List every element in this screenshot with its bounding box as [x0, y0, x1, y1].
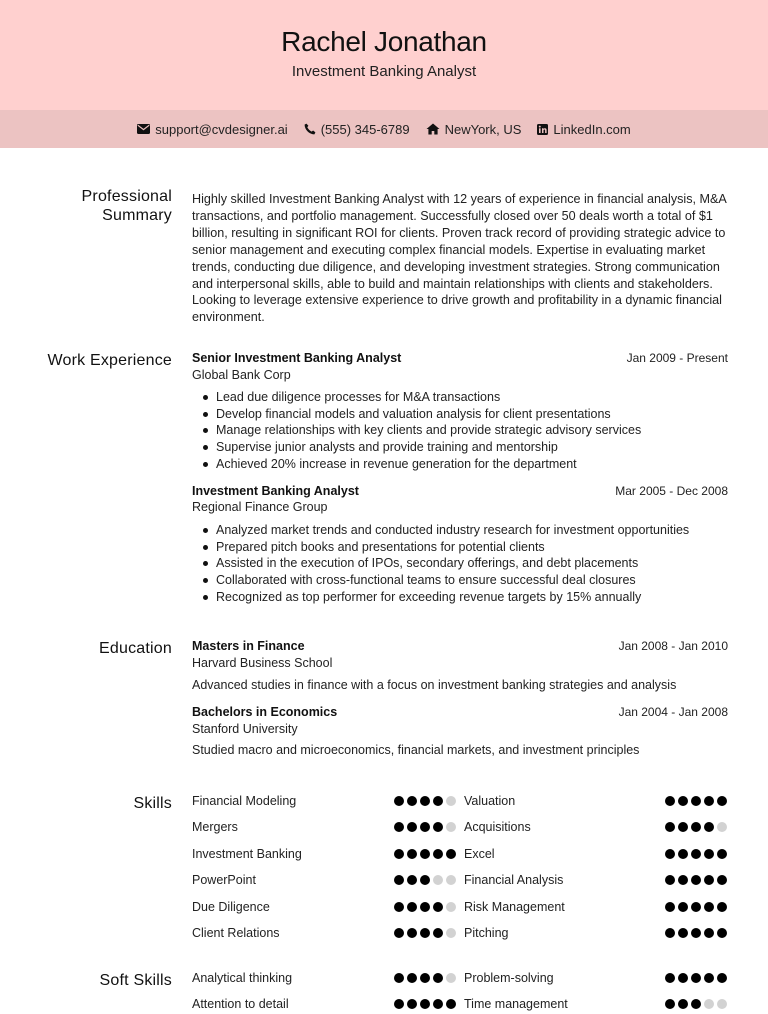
skill-rating — [394, 875, 456, 885]
rating-dot-filled — [665, 875, 675, 885]
rating-dot-filled — [420, 796, 430, 806]
envelope-icon — [137, 124, 150, 134]
contact-location-text: NewYork, US — [444, 121, 522, 137]
rating-dot-filled — [420, 849, 430, 859]
skill-name: Attention to detail — [192, 997, 289, 1012]
edu-school: Harvard Business School — [192, 656, 333, 670]
phone-icon — [304, 123, 316, 135]
rating-dot-empty — [446, 796, 456, 806]
list-item: Analyzed market trends and conducted industry research for investment opportunities — [216, 523, 690, 537]
list-item: Collaborated with cross-functional teams to ensure successful deal closures — [216, 572, 689, 589]
rating-dot-filled — [704, 822, 714, 832]
rating-dot-filled — [691, 875, 701, 885]
rating-dot-filled — [433, 999, 443, 1009]
rating-dot-filled — [394, 875, 404, 885]
rating-dot-filled — [407, 822, 417, 832]
skill-rating — [665, 875, 727, 885]
rating-dot-filled — [678, 822, 688, 832]
list-item: Manage relationships with key clients and provide strategic advisory services — [216, 423, 642, 438]
rating-dot-filled — [678, 902, 688, 912]
contact-linkedin-text: LinkedIn.com — [553, 121, 631, 137]
section-title-skills: Skills — [133, 795, 172, 812]
rating-dot-filled — [691, 973, 701, 983]
rating-dot-filled — [717, 928, 727, 938]
section-title-experience: Work Experience — [47, 352, 172, 369]
edu-dates: Jan 2004 - Jan 2008 — [618, 705, 728, 719]
job-company: Regional Finance Group — [192, 500, 328, 514]
rating-dot-filled — [394, 822, 404, 832]
list-item: Develop financial models and valuation analysis for client presentations — [216, 406, 641, 423]
list-item: Supervise junior analysts and provide training and mentorship — [216, 439, 641, 456]
skill-rating — [394, 928, 456, 938]
skill-name: PowerPoint — [192, 873, 256, 888]
home-icon — [426, 123, 440, 135]
job-dates: Mar 2005 - Dec 2008 — [615, 484, 728, 498]
rating-dot-filled — [717, 902, 727, 912]
edu-school: Stanford University — [192, 722, 298, 736]
rating-dot-filled — [691, 796, 701, 806]
rating-dot-filled — [420, 875, 430, 885]
rating-dot-filled — [433, 902, 443, 912]
edu-description: Advanced studies in finance with a focus on investment banking strategies and analysis — [192, 678, 677, 692]
rating-dot-filled — [420, 902, 430, 912]
rating-dot-filled — [394, 796, 404, 806]
skill-name: Risk Management — [464, 899, 565, 914]
edu-dates: Jan 2008 - Jan 2010 — [618, 639, 728, 653]
rating-dot-filled — [678, 796, 688, 806]
section-title-summary: Professional Summary — [81, 188, 172, 224]
skill-name: Financial Analysis — [464, 873, 564, 888]
resume-header — [0, 0, 768, 110]
skill-name: Analytical thinking — [192, 971, 293, 985]
rating-dot-filled — [678, 849, 688, 859]
list-item: Prepared pitch books and presentations for potential clients — [216, 539, 689, 556]
section-title-soft-skills: Soft Skills — [99, 972, 172, 989]
summary-text: Highly skilled Investment Banking Analyst with 12 years of experience in financial analysis, M&A transactions, and portfolio management. Successfully closed over 50 deals worth a total of $1 billion, resulting in significant ROI for clients. Proven track record of providing strategic advice to senior management and executing complex financial models. Expertise in evaluating market trends, conducting due diligence, and developing investment strategies. Strong communication and interpersonal skills, able to build and maintain relationships with clients and stakeholders. Looking to leverage extensive experience to drive growth and profitability in a dynamic financial environment. — [192, 192, 727, 325]
linkedin-icon — [537, 124, 548, 135]
candidate-role: Investment Banking Analyst — [291, 63, 477, 80]
job-bullets — [216, 389, 641, 472]
section-title-education: Education — [99, 640, 172, 657]
skill-name: Valuation — [464, 794, 516, 808]
skill-rating — [394, 902, 456, 912]
skill-rating — [665, 849, 727, 859]
skill-rating — [394, 849, 456, 859]
list-item: Lead due diligence processes for M&A transactions — [216, 389, 641, 406]
list-item: Achieved 20% increase in revenue generation for the department — [216, 456, 641, 473]
skill-rating — [665, 822, 727, 832]
rating-dot-filled — [704, 796, 714, 806]
list-item: Assisted in the execution of IPOs, secondary offerings, and debt placements — [216, 555, 689, 572]
job-title: Investment Banking Analyst — [192, 484, 359, 498]
rating-dot-filled — [407, 902, 417, 912]
rating-dot-empty — [717, 999, 727, 1009]
candidate-name: Rachel Jonathan — [281, 26, 487, 57]
job-bullets — [216, 522, 689, 605]
rating-dot-filled — [433, 928, 443, 938]
rating-dot-filled — [407, 999, 417, 1009]
rating-dot-filled — [691, 902, 701, 912]
rating-dot-filled — [420, 928, 430, 938]
contact-email-text: support@cvdesigner.ai — [155, 121, 288, 137]
contact-bar — [0, 110, 768, 148]
rating-dot-filled — [704, 902, 714, 912]
skill-name: Due Diligence — [192, 899, 270, 914]
contact-location — [426, 122, 522, 137]
rating-dot-filled — [704, 973, 714, 983]
skill-name: Pitching — [464, 926, 509, 940]
rating-dot-filled — [420, 999, 430, 1009]
rating-dot-filled — [446, 999, 456, 1009]
rating-dot-filled — [704, 928, 714, 938]
skill-name: Mergers — [192, 820, 238, 835]
rating-dot-filled — [665, 928, 675, 938]
job-dates: Jan 2009 - Present — [626, 351, 728, 365]
rating-dot-filled — [394, 928, 404, 938]
job-title: Senior Investment Banking Analyst — [192, 351, 402, 365]
rating-dot-filled — [446, 849, 456, 859]
rating-dot-filled — [394, 973, 404, 983]
rating-dot-filled — [665, 999, 675, 1009]
rating-dot-filled — [678, 928, 688, 938]
rating-dot-empty — [446, 902, 456, 912]
edu-degree: Masters in Finance — [192, 639, 305, 653]
skill-rating — [665, 902, 727, 912]
edu-description: Studied macro and microeconomics, financial markets, and investment principles — [192, 743, 640, 757]
skill-name: Problem-solving — [464, 971, 554, 985]
rating-dot-filled — [407, 973, 417, 983]
contact-email[interactable] — [137, 122, 287, 137]
rating-dot-filled — [665, 973, 675, 983]
list-item: Recognized as top performer for exceeding revenue targets by 15% annually — [216, 589, 689, 606]
skill-name: Financial Modeling — [192, 794, 297, 808]
rating-dot-empty — [446, 973, 456, 983]
skill-name: Client Relations — [192, 926, 280, 940]
skill-name: Time management — [464, 997, 568, 1012]
rating-dot-filled — [691, 849, 701, 859]
skill-rating — [394, 796, 456, 806]
rating-dot-filled — [407, 875, 417, 885]
rating-dot-filled — [665, 796, 675, 806]
rating-dot-filled — [678, 999, 688, 1009]
rating-dot-filled — [433, 973, 443, 983]
skill-name: Excel — [464, 846, 495, 861]
rating-dot-empty — [446, 928, 456, 938]
rating-dot-filled — [433, 849, 443, 859]
skill-rating — [394, 999, 456, 1009]
rating-dot-filled — [704, 849, 714, 859]
rating-dot-filled — [691, 999, 701, 1009]
rating-dot-filled — [407, 796, 417, 806]
rating-dot-filled — [394, 849, 404, 859]
rating-dot-filled — [665, 902, 675, 912]
edu-degree: Bachelors in Economics — [192, 705, 338, 719]
rating-dot-filled — [407, 928, 417, 938]
rating-dot-filled — [407, 849, 417, 859]
skill-rating — [665, 796, 727, 806]
rating-dot-filled — [717, 875, 727, 885]
rating-dot-empty — [433, 875, 443, 885]
rating-dot-filled — [665, 822, 675, 832]
rating-dot-empty — [717, 822, 727, 832]
skill-rating — [665, 973, 727, 983]
skill-rating — [394, 973, 456, 983]
rating-dot-filled — [394, 999, 404, 1009]
rating-dot-filled — [665, 849, 675, 859]
contact-linkedin[interactable] — [537, 122, 630, 137]
rating-dot-filled — [678, 973, 688, 983]
rating-dot-filled — [420, 822, 430, 832]
rating-dot-filled — [691, 822, 701, 832]
contact-phone-text: (555) 345-6789 — [320, 121, 410, 137]
skill-rating — [665, 928, 727, 938]
rating-dot-filled — [691, 928, 701, 938]
rating-dot-empty — [446, 822, 456, 832]
rating-dot-empty — [446, 875, 456, 885]
rating-dot-filled — [717, 973, 727, 983]
rating-dot-filled — [433, 822, 443, 832]
rating-dot-filled — [717, 849, 727, 859]
contact-phone[interactable] — [304, 122, 410, 137]
job-company: Global Bank Corp — [192, 368, 291, 382]
rating-dot-filled — [433, 796, 443, 806]
skill-rating — [394, 822, 456, 832]
skill-rating — [665, 999, 727, 1009]
rating-dot-filled — [420, 973, 430, 983]
skill-name: Investment Banking — [192, 846, 302, 861]
rating-dot-filled — [704, 875, 714, 885]
skill-name: Acquisitions — [464, 820, 531, 835]
rating-dot-filled — [394, 902, 404, 912]
rating-dot-filled — [678, 875, 688, 885]
rating-dot-empty — [704, 999, 714, 1009]
rating-dot-filled — [717, 796, 727, 806]
